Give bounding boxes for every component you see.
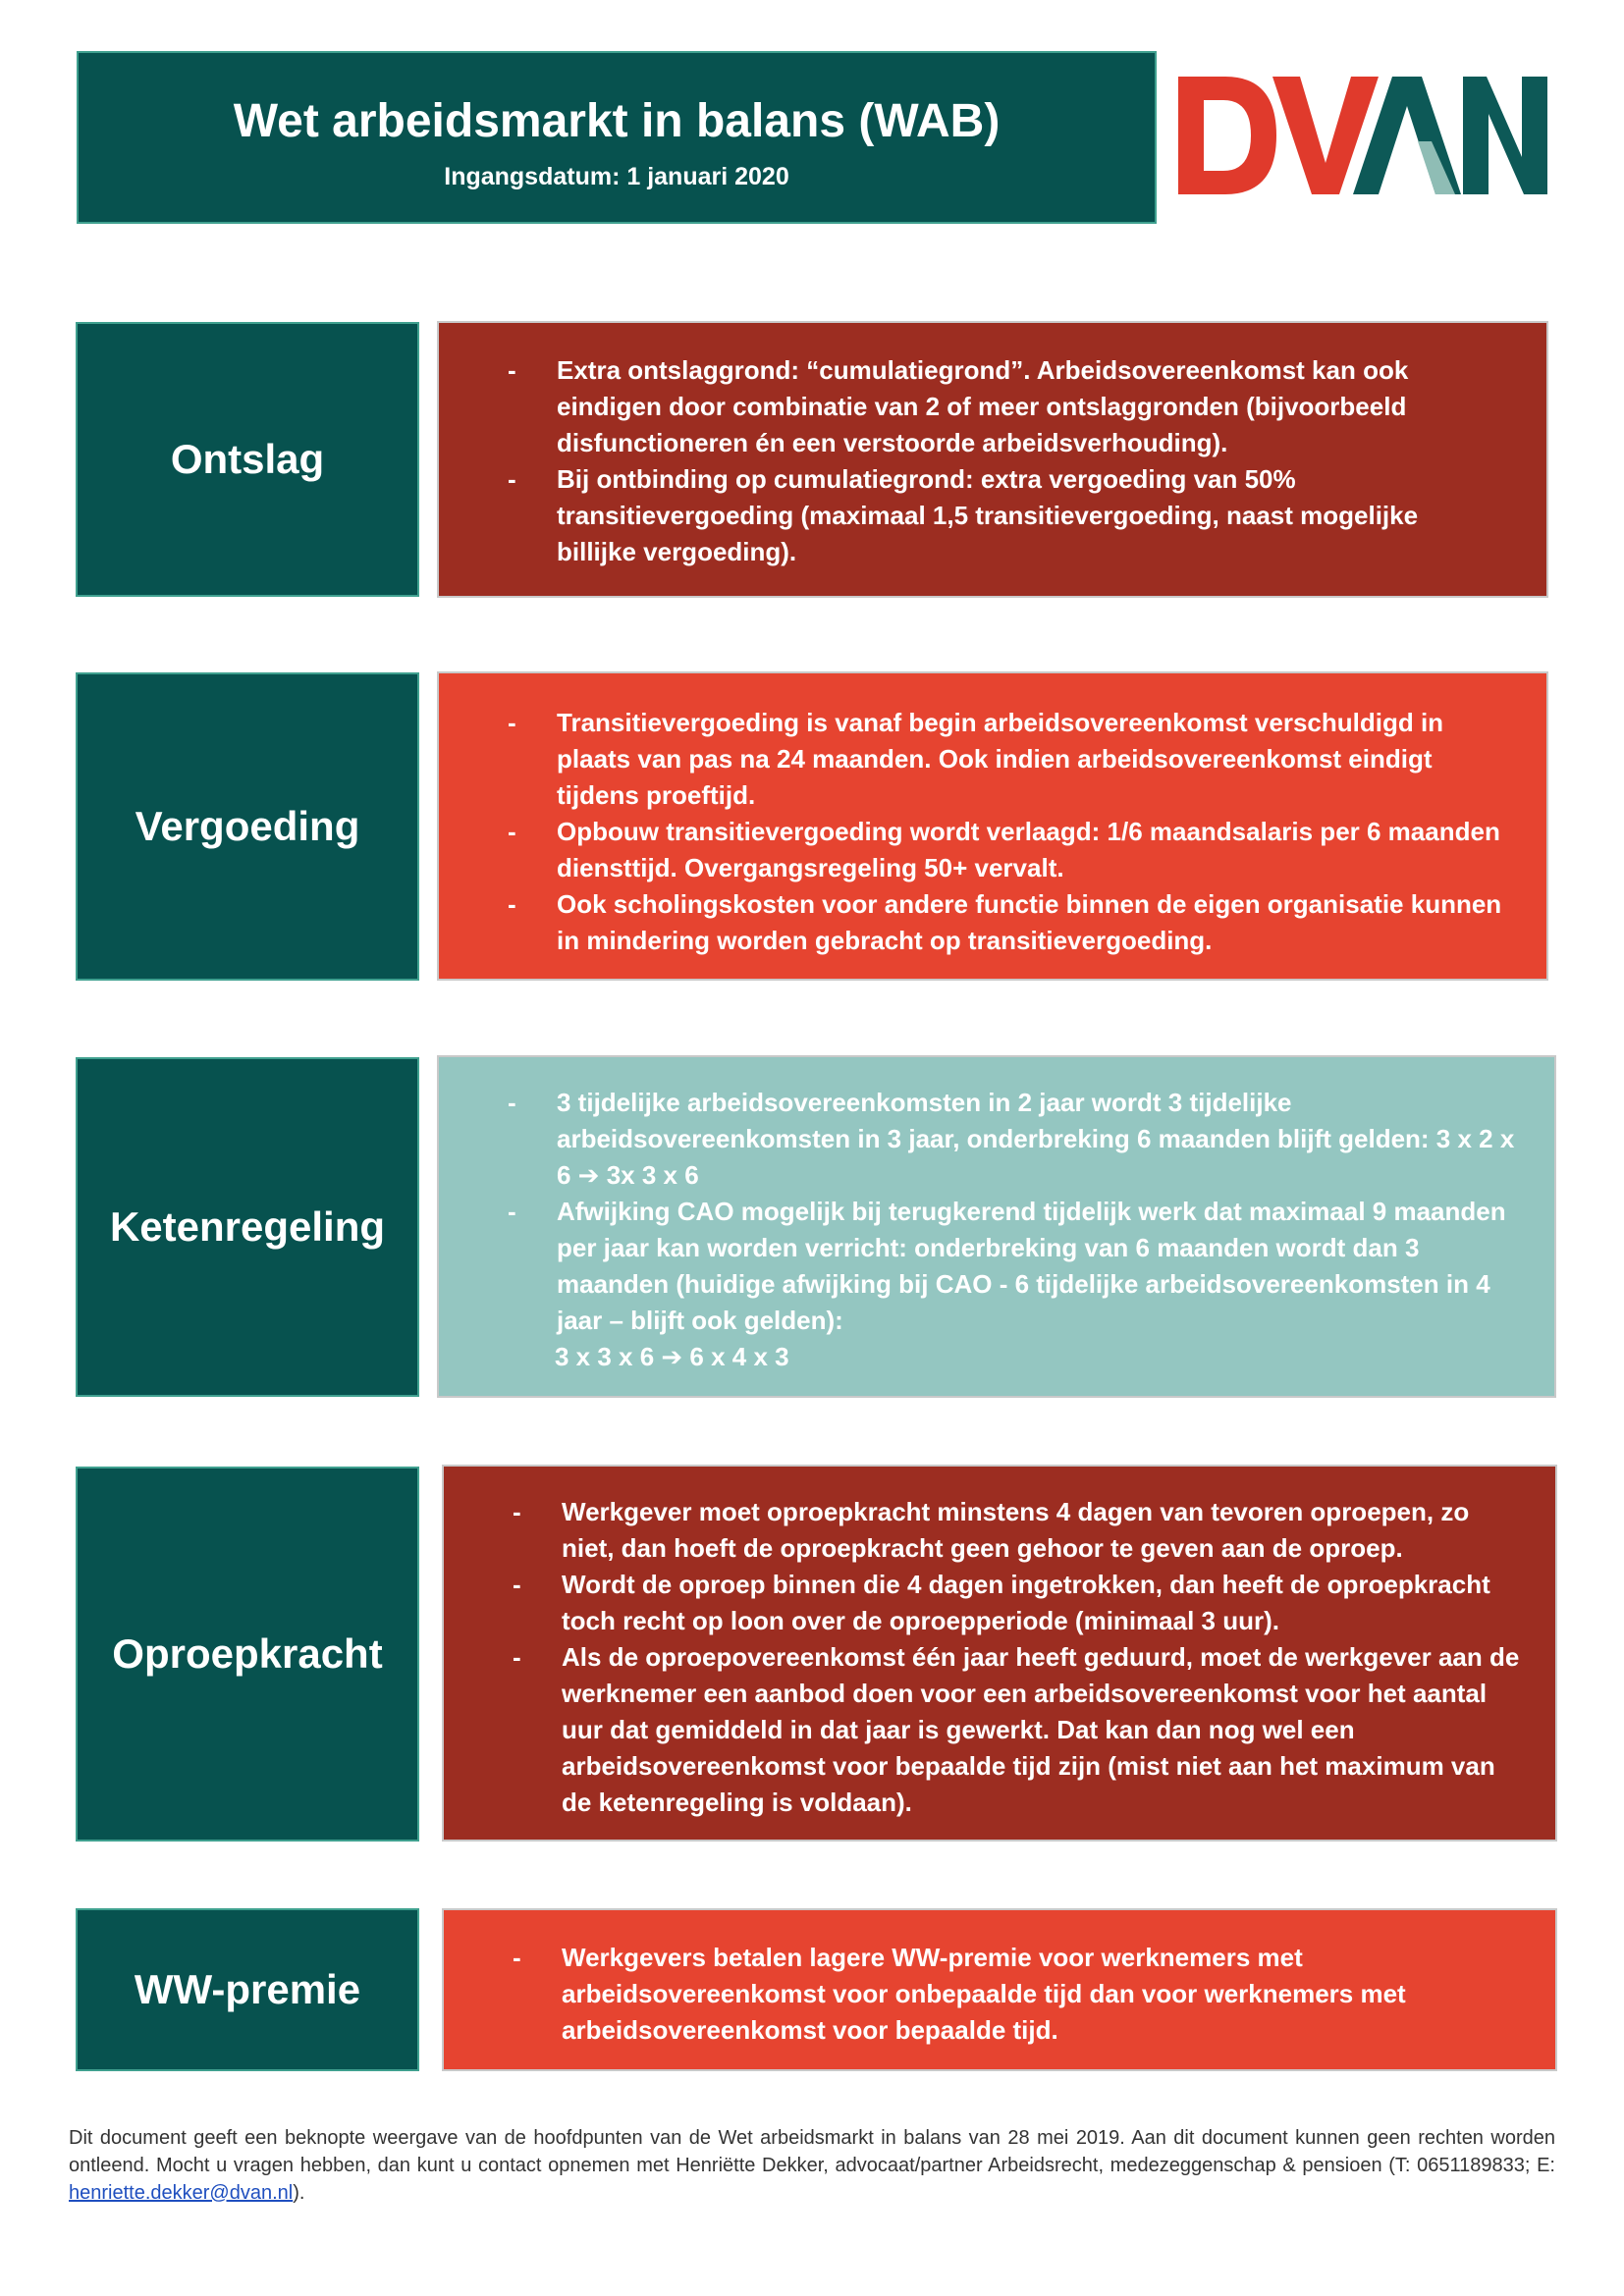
page-title: Wet arbeidsmarkt in balans (WAB): [233, 95, 1001, 147]
contact-email-link[interactable]: henriette.dekker@dvan.nl: [69, 2182, 294, 2204]
dvan-logo: [1178, 73, 1551, 198]
section-label-ontslag: Ontslag: [76, 322, 419, 597]
section-box-ww-premie: [442, 1908, 1557, 2071]
footer-disclaimer: Dit document geeft een beknopte weergave van de hoofdpunten van de Wet arbeidsmarkt in balans van 28 mei 2019. Aan dit document kunnen geen rechten worden ontleend. Mocht u vragen hebben, dan kunt u contact opnemen met Henriëtte Dekker, advocaat/partner Arbeidsrecht, medezeggenschap & pensioen (T: 0651189833; E: henriette.dekker@dvan.nl).: [69, 2127, 1555, 2204]
section-label-vergoeding: Vergoeding: [76, 672, 419, 981]
section-box-ontslag: [437, 321, 1548, 598]
bullet-item: - Werkgevers betalen lagere WW-premie voor werknemers met arbeidsovereenkomst voor onbepaalde tijd dan voor werknemers met arbeidsovereenkomst voor bepaalde tijd.: [444, 1940, 1496, 2049]
bullet-item: - Opbouw transitievergoeding wordt verlaagd: 1/6 maandsalaris per 6 maanden diensttijd. Overgangsregeling 50+ vervalt.: [439, 814, 1517, 886]
bullet-item: - Extra ontslaggrond: “cumulatiegrond”. Arbeidsovereenkomst kan ook eindigen door combinatie van 2 of meer ontslaggronden (bijvoorbeeld disfunctioneren én een verstoorde arbeidsverhouding).: [439, 352, 1488, 461]
bullet-item: - 3 tijdelijke arbeidsovereenkomsten in 2 jaar wordt 3 tijdelijke arbeidsovereenkomsten in 3 jaar, onderbreking 6 maanden blijft gelden: 3 x 2 x 6 ➔ 3x 3 x 6: [439, 1085, 1531, 1194]
formula-line: 3 x 3 x 6 ➔ 6 x 4 x 3: [555, 1342, 789, 1371]
section-box-vergoeding: [437, 671, 1548, 981]
section-label-ww-premie: WW-premie: [76, 1908, 419, 2071]
bullet-item: - Wordt de oproep binnen die 4 dagen ingetrokken, dan heeft de oproepkracht toch recht op loon over de oproepperiode (minimaal 3 uur).: [444, 1567, 1522, 1639]
bullet-item: - Werkgever moet oproepkracht minstens 4 dagen van tevoren oproepen, zo niet, dan hoeft de oproepkracht geen gehoor te geven aan de oproep.: [444, 1494, 1522, 1567]
bullet-item: - Afwijking CAO mogelijk bij terugkerend tijdelijk werk dat maximaal 9 maanden per jaar kan worden verricht: onderbreking van 6 maanden wordt dan 3 maanden (huidige afwijking bij CAO - 6 tijdelijke arbeidsovereenkomsten in 4 jaar – blijft ook gelden):: [439, 1194, 1531, 1339]
section-box-oproepkracht: [442, 1465, 1557, 1842]
section-box-ketenregeling: [437, 1055, 1556, 1398]
bullet-item: - Transitievergoeding is vanaf begin arbeidsovereenkomst verschuldigd in plaats van pas na 24 maanden. Ook indien arbeidsovereenkomst eindigt tijdens proeftijd.: [439, 705, 1517, 814]
section-label-oproepkracht: Oproepkracht: [76, 1467, 419, 1842]
section-label-ketenregeling: Ketenregeling: [76, 1057, 419, 1397]
bullet-item: - Als de oproepovereenkomst één jaar heeft geduurd, moet de werkgever aan de werknemer een aanbod doen voor een arbeidsovereenkomst voor het aantal uur dat gemiddeld in dat jaar is gewerkt. Dat kan dan nog wel een arbeidsovereenkomst voor bepaalde tijd zijn (mist niet aan het maximum van de ketenregeling is voldaan).: [444, 1639, 1522, 1821]
page-subtitle: Ingangsdatum: 1 januari 2020: [444, 163, 789, 190]
bullet-item: - Bij ontbinding op cumulatiegrond: extra vergoeding van 50% transitievergoeding (maximaal 1,5 transitievergoeding, naast mogelijke billijke vergoeding).: [439, 461, 1488, 570]
header-banner: [77, 51, 1157, 224]
bullet-item: - Ook scholingskosten voor andere functie binnen de eigen organisatie kunnen in mindering worden gebracht op transitievergoeding.: [439, 886, 1517, 959]
